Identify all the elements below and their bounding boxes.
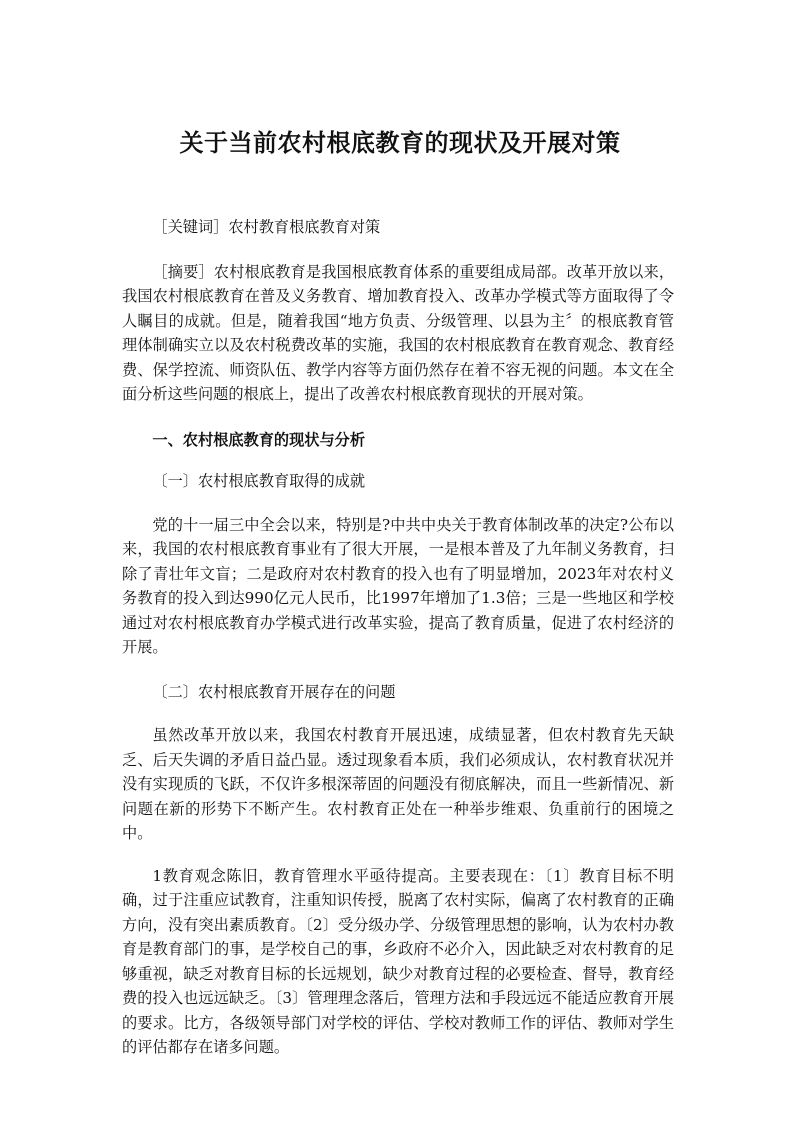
document-body [122, 215, 674, 1060]
document-title: 关于当前农村根底教育的现状及开展对策 [179, 129, 621, 157]
abstract-paragraph: ［摘要］农村根底教育是我国根底教育体系的重要组成局部。改革开放以来，我国农村根底教育在普及义务教育、增加教育投入、改革办学模式等方面取得了令人瞩目的成就。但是，随着我国“地方负责、分级管理、以县为主〞的根底教育管理体制确实立以及农村税费改革的实施，我国的农村根底教育在教育观念、教育经费、保学控流、师资队伍、教学内容等方面仍然存在着不容无视的问题。本文在全面分析这些问题的根底上，提出了改善农村根底教育现状的开展对策。 [122, 262, 674, 403]
problems-paragraph: 虽然改革开放以来，我国农村教育开展迅速，成绩显著，但农村教育先天缺乏、后天失调的矛盾日益凸显。透过现象看本质，我们必须成认，农村教育状况并没有实现质的飞跃，不仅许多根深蒂固的问题没有彻底解决，而且一些新情况、新问题在新的形势下不断产生。农村教育正处在一种举步维艰、负重前行的困境之中。 [122, 726, 674, 842]
subsection-heading-achievements: 〔一〕农村根底教育取得的成就 [152, 472, 366, 490]
keywords-line: ［关键词］农村教育根底教育对策 [152, 218, 381, 236]
subsection-heading-problems: 〔二〕农村根底教育开展存在的问题 [152, 682, 396, 701]
problem-item-paragraph: 1教育观念陈旧，教育管理水平亟待提高。主要表现在：〔1〕教育目标不明确，过于注重应试教育，注重知识传授，脱离了农村实际，偏离了农村教育的正确方向，没有突出素质教育。〔2〕受分级办学、分级管理思想的影响，认为农村办教育是教育部门的事，是学校自己的事，乡政府不必介入，因此缺乏对农村教育的足够重视，缺乏对教育目标的长远规划，缺少对教育过程的必要检查、督导，教育经费的投入也远远缺乏。〔3〕管理理念落后，管理方法和手段远远不能适应教育开展的要求。比方，各级领导部门对学校的评估、学校对教师工作的评估、教师对学生的评估都存在诸多问题。 [122, 866, 674, 1056]
achievements-paragraph: 党的十一届三中全会以来，特别是?中共中央关于教育体制改革的决定?公布以来，我国的农村根底教育事业有了很大开展，一是根本普及了九年制义务教育，扫除了青壮年文盲；二是政府对农村教育的投入也有了明显增加，2023年对农村义务教育的投入到达990亿元人民币，比1997年增加了1.3倍；三是一些地区和学校通过对农村根底教育办学模式进行改革实验，提高了教育质量，促进了农村经济的开展。 [122, 515, 674, 656]
section-heading: 一、农村根底教育的现状与分析 [152, 430, 366, 449]
